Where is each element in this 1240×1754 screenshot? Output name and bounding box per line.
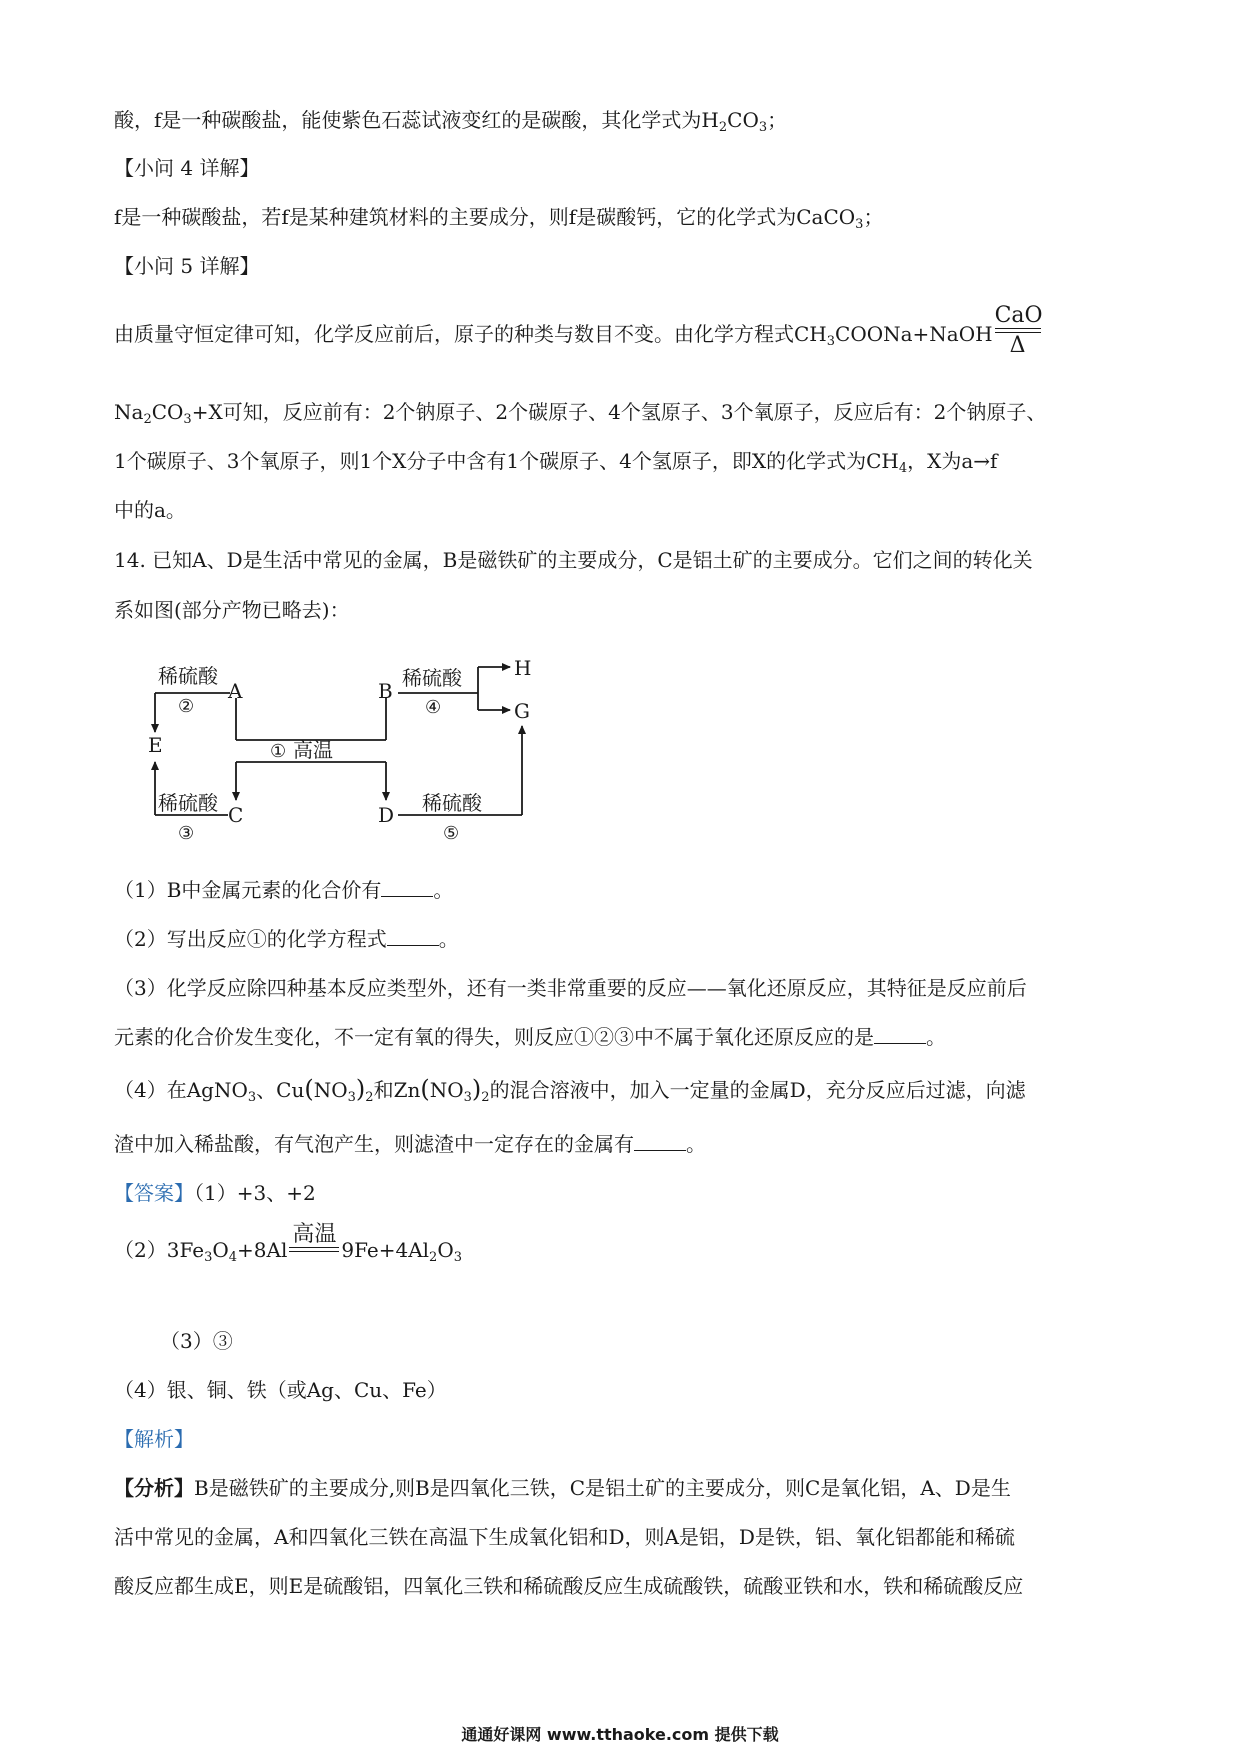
formula: 9Fe+4Al: [341, 1238, 430, 1262]
high-temp-label: 高温: [293, 738, 333, 762]
text-line: [114, 203, 883, 231]
subscript: 2: [365, 1090, 374, 1105]
paragraph-text: ，X为a→f: [907, 449, 998, 473]
reaction-4: ④: [425, 697, 442, 718]
formula: Zn: [393, 1078, 421, 1102]
acid-label: 稀硫酸: [158, 791, 218, 815]
node-a: A: [228, 679, 243, 703]
node-e: E: [148, 733, 163, 757]
subscript: 3: [347, 1090, 356, 1105]
text-line: [114, 398, 1046, 426]
analysis-line-1: [114, 1474, 1011, 1502]
sub-question-3-line1: （3）化学反应除四种基本反应类型外，还有一类非常重要的反应——氧化还原反应，其特征是反应前后: [114, 976, 1027, 1000]
subscript: 4: [228, 1250, 238, 1265]
subscript: 3: [758, 120, 768, 135]
paragraph-text: f是一种碳酸盐，若f是某种建筑材料的主要成分，则f是碳酸钙，它的化学式为: [114, 205, 797, 229]
section-header: 【小问 5 详解】: [114, 254, 260, 278]
conjunction: 和: [373, 1078, 394, 1102]
sub-question-1: [114, 876, 453, 904]
paren: ): [355, 1075, 366, 1103]
section-header: 【小问 4 详解】: [114, 156, 260, 180]
reaction-5: ⑤: [443, 823, 460, 844]
subscript: 3: [204, 1250, 213, 1265]
paragraph-text: 由质量守恒定律可知，化学反应前后，原子的种类与数目不变。由化学方程式: [114, 322, 794, 346]
paragraph-text: 1个碳原子、3个氧原子，则1个X分子中含有1个碳原子、4个氢原子，即X的化学式为: [114, 449, 867, 473]
text-line: 中的a。: [114, 498, 186, 522]
sub-question-4-line2: [114, 1130, 706, 1158]
answer-label: 【答案】: [114, 1181, 194, 1205]
formula: H: [701, 108, 719, 132]
paren: (: [420, 1075, 430, 1103]
condition-top: 高温: [292, 1222, 337, 1247]
question-text: 元素的化合价发生变化，不一定有氧的得失，则反应①②③中不属于氧化还原反应的是: [114, 1025, 874, 1049]
formula: CaCO: [796, 205, 856, 229]
subscript: 3: [463, 1090, 472, 1105]
analysis-sub-label: 【分析】: [114, 1476, 194, 1500]
analysis-text: B是磁铁矿的主要成分,则B是四氧化三铁，C是铝土矿的主要成分，则C是氧化铝，A、D是生: [194, 1476, 1011, 1500]
answer-line-2: [114, 1222, 463, 1286]
formula: O: [437, 1238, 454, 1262]
condition-bottom: Δ: [1009, 333, 1026, 358]
acid-label: 稀硫酸: [402, 666, 462, 690]
analysis-label: 【解析】: [114, 1427, 194, 1451]
answer-blank: [634, 1130, 686, 1151]
question-text: 的混合溶液中，加入一定量的金属D，充分反应后过滤，向滤: [489, 1078, 1026, 1102]
analysis-line-3: 酸反应都生成E，则E是硫酸铝，四氧化三铁和稀硫酸反应生成硫酸铁，硫酸亚铁和水，铁和稀硫酸反应: [114, 1574, 1024, 1598]
text-line: [114, 106, 787, 134]
double-line: [289, 1247, 339, 1252]
formula: +8Al: [237, 1238, 288, 1262]
formula: 3Fe: [166, 1238, 205, 1262]
formula: COONa+NaOH: [835, 322, 993, 346]
subscript: 3: [247, 1090, 257, 1105]
subscript: 2: [429, 1250, 438, 1265]
punctuation: 。: [686, 1132, 706, 1156]
answer-line-1: [114, 1179, 316, 1207]
reaction-condition-sign: [289, 1223, 339, 1252]
subscript: 3: [183, 412, 192, 427]
question-14-line1: 14. 已知A、D是生活中常见的金属，B是磁铁矿的主要成分，C是铝土矿的主要成分。它们之间的转化关: [114, 548, 1033, 572]
text-line: [114, 447, 997, 475]
subscript: 4: [898, 461, 908, 476]
answer-number: （2）: [114, 1238, 167, 1262]
page-footer: 通通好课网 www.tthaoke.com 提供下载: [461, 1725, 779, 1744]
formula: Cu: [276, 1078, 305, 1102]
reaction-condition-sign: [995, 304, 1041, 359]
subscript: 3: [855, 217, 864, 232]
paragraph-text: +X可知，反应前有：2个钠原子、2个碳原子、4个氢原子、3个氧原子，反应后有：2个钠原子、: [191, 400, 1047, 424]
paren: (: [304, 1075, 314, 1103]
punctuation: 、: [256, 1078, 277, 1102]
reaction-3: ③: [178, 823, 195, 844]
node-b: B: [378, 679, 393, 703]
formula: CO: [151, 400, 184, 424]
acid-label: 稀硫酸: [158, 664, 218, 688]
paragraph-text: 酸，f是一种碳酸盐，能使紫色石蕊试液变红的是碳酸，其化学式为: [114, 108, 702, 132]
formula: O: [212, 1238, 229, 1262]
punctuation: 。: [433, 878, 454, 902]
node-g: G: [514, 699, 530, 723]
reaction-2: ②: [178, 696, 195, 717]
formula: CO: [727, 108, 759, 132]
analysis-line-2: 活中常见的金属，A和四氧化三铁在高温下生成氧化铝和D，则A是铝，D是铁，铝、氧化铝都能和稀硫: [114, 1525, 1015, 1549]
reaction-1: ①: [270, 741, 287, 762]
formula: NO: [313, 1078, 348, 1102]
formula: CH: [794, 322, 827, 346]
question-text: （1）B中金属元素的化合价有: [114, 878, 382, 902]
node-d: D: [378, 803, 395, 827]
question-text: （2）写出反应①的化学方程式: [114, 927, 387, 951]
condition-top: CaO: [994, 303, 1043, 328]
subscript: 2: [718, 120, 728, 135]
formula: CH: [866, 449, 899, 473]
sub-question-4-line1: [114, 1075, 1026, 1104]
node-c: C: [228, 803, 244, 827]
punctuation: 。: [926, 1025, 946, 1049]
subscript: 2: [481, 1090, 490, 1105]
formula: Na: [114, 400, 144, 424]
subscript: 2: [143, 412, 152, 427]
formula: NO: [429, 1078, 464, 1102]
answer-blank: [381, 876, 433, 897]
subscript: 3: [453, 1250, 463, 1265]
text-line: [114, 303, 1043, 363]
acid-label: 稀硫酸: [422, 791, 482, 815]
conversion-diagram: [130, 650, 580, 850]
answer-line-3: （3）③: [160, 1329, 233, 1353]
paren: ): [471, 1075, 482, 1103]
question-14-line2: 系如图(部分产物已略去)：: [114, 598, 350, 622]
formula: AgNO: [186, 1078, 248, 1102]
sub-question-3-line2: [114, 1023, 946, 1051]
punctuation: 。: [438, 927, 459, 951]
punctuation: ；: [767, 108, 788, 132]
answer-1: （1）+3、+2: [194, 1181, 316, 1205]
question-text: 渣中加入稀盐酸，有气泡产生，则滤渣中一定存在的金属有: [114, 1132, 634, 1156]
answer-line-4: （4）银、铜、铁（或Ag、Cu、Fe）: [114, 1378, 447, 1402]
question-text: （4）在: [114, 1078, 187, 1102]
sub-question-2: [114, 925, 459, 953]
answer-blank: [874, 1023, 926, 1044]
punctuation: ；: [863, 205, 884, 229]
answer-blank: [387, 925, 439, 946]
node-h: H: [514, 656, 532, 680]
subscript: 3: [826, 334, 836, 349]
